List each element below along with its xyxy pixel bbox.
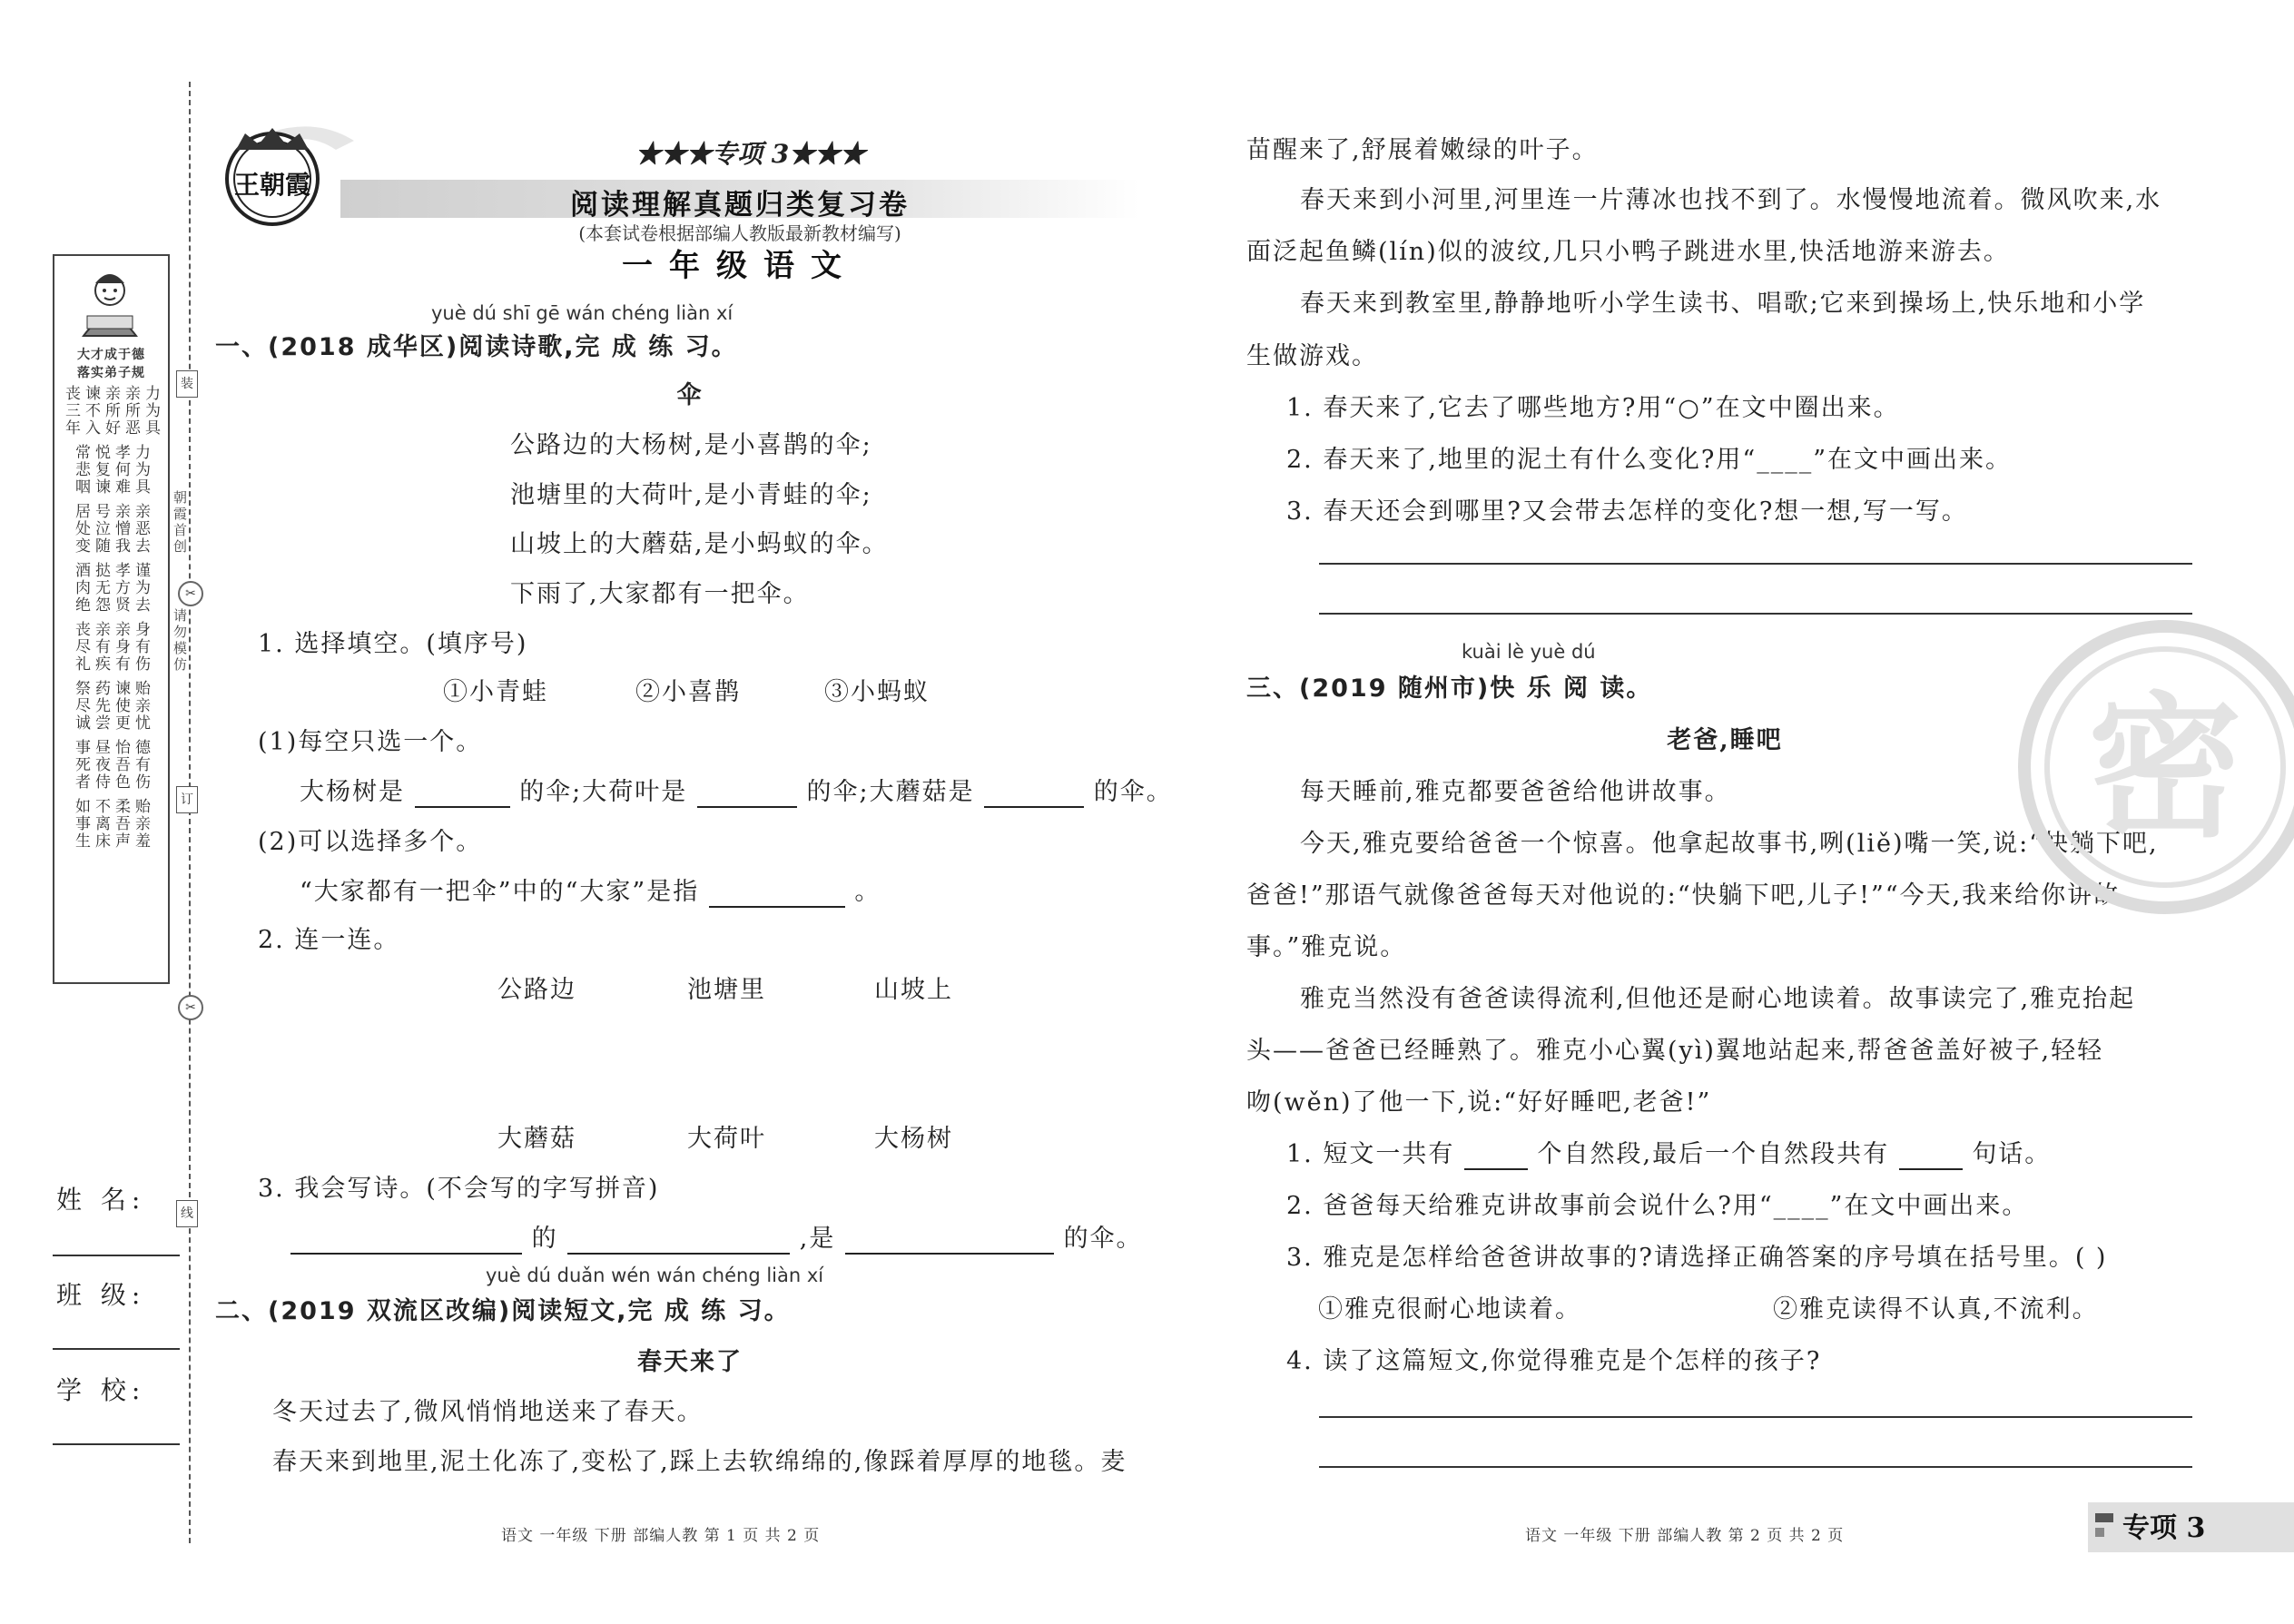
motto-column: 亲有疾	[92, 621, 110, 673]
sub-question-2: (2)可以选择多个。	[258, 828, 483, 856]
motto-column: 如事生	[72, 798, 90, 850]
section3-pinyin: kuài lè yuè dú	[1462, 641, 1596, 663]
motto-column: 居处变	[72, 503, 90, 555]
blank-field[interactable]	[1899, 1140, 1963, 1170]
match-bottom-item[interactable]: 大杨树	[874, 1125, 953, 1153]
motto-column: 谏不入	[82, 385, 100, 437]
vertical-note: 朝霞首创	[172, 490, 188, 556]
passage-paragraph: 生做游戏。	[1246, 342, 1378, 370]
answer-line[interactable]	[1319, 1416, 2192, 1418]
fill-text: “大家都有一把伞”中的“大家”是指	[300, 878, 700, 906]
motto-line: 落实弟子规	[77, 366, 145, 380]
motto-column: 亲所好	[102, 385, 120, 437]
match-bottom-item[interactable]: 大荷叶	[687, 1125, 766, 1153]
question-3: 3. 我会写诗。(不会写的字写拼音)	[258, 1175, 660, 1203]
footer-page-info: 语文 一年级 下册 部编人教 第 1 页 共 2 页	[501, 1527, 821, 1545]
corner-square-icon	[2095, 1513, 2113, 1522]
option-2: ②小喜鹊	[635, 678, 741, 706]
question-text: 1. 短文一共有	[1286, 1140, 1455, 1168]
question-text: 句话。	[1972, 1140, 2052, 1168]
passage-paragraph: 雅克当然没有爸爸读得流利,但他还是耐心地读着。故事读完了,雅克抬起	[1300, 985, 2136, 1013]
passage-paragraph: 爸爸!”那语气就像爸爸每天对他说的:“快躺下吧,儿子!”“今天,我来给你讲故	[1246, 881, 2121, 910]
passage-paragraph: 冬天过去了,微风悄悄地送来了春天。	[272, 1398, 704, 1426]
binding-box-1: 装	[176, 370, 198, 398]
scissor-icon: ✂	[178, 995, 203, 1020]
motto-column: 常悲咽	[72, 444, 90, 496]
passage-paragraph: 春天来到地里,泥土化冻了,变松了,踩上去软绵绵的,像踩着厚厚的地毯。麦	[272, 1448, 1127, 1476]
passage-paragraph: 事。”雅克说。	[1246, 933, 1407, 961]
watermark-text: 密	[2087, 679, 2243, 859]
motto-column: 柔吾声	[112, 798, 130, 850]
section1-heading: 一、(2018 成华区)阅读诗歌,完 成 练 习。	[215, 333, 738, 361]
question	[1286, 1134, 2051, 1170]
match-top-item[interactable]: 池塘里	[687, 976, 766, 1004]
binding-box-3: 线	[176, 1200, 198, 1227]
poem-write-line	[290, 1218, 1143, 1255]
motto-column: 力为具	[142, 385, 160, 437]
passage-paragraph: 春天来到小河里,河里连一片薄冰也找不到了。水慢慢地流着。微风吹来,水	[1300, 186, 2162, 214]
motto-panel	[53, 254, 170, 984]
question: 3. 春天还会到哪里?又会带去怎样的变化?想一想,写一写。	[1286, 497, 1968, 526]
blank-field[interactable]	[845, 1225, 1054, 1255]
blank-field[interactable]	[984, 778, 1084, 808]
motto-column: 丧尽礼	[72, 621, 90, 673]
blank-field[interactable]	[1464, 1140, 1528, 1170]
blank-field[interactable]	[290, 1225, 522, 1255]
section2-pinyin: yuè dú duǎn wén wán chéng liàn xí	[486, 1265, 824, 1286]
poem-line: 下雨了,大家都有一把伞。	[510, 580, 810, 608]
fill-line	[300, 871, 881, 908]
vertical-note: 请勿模仿	[172, 608, 188, 674]
blank-field[interactable]	[697, 778, 797, 808]
logo-text: 王朝霞	[233, 170, 311, 200]
poem-line: 池塘里的大荷叶,是小青蛙的伞;	[510, 481, 872, 509]
fill-text: 的伞;大荷叶是	[519, 778, 688, 806]
motto-block	[62, 680, 160, 732]
motto-block	[62, 385, 160, 437]
fill-text: 。	[854, 878, 881, 906]
fill-line	[300, 772, 1173, 808]
passage-title: 春天来了	[637, 1348, 743, 1376]
question: 4. 读了这篇短文,你觉得雅克是个怎样的孩子?	[1286, 1347, 1822, 1375]
passage-paragraph: 头——爸爸已经睡熟了。雅克小心翼(yì)翼地站起来,帮爸爸盖好被子,轻轻	[1246, 1037, 2104, 1065]
section2-heading: 二、(2019 双流区改编)阅读短文,完 成 练 习。	[215, 1297, 791, 1325]
motto-column: 药先尝	[92, 680, 110, 732]
motto-column: 酒肉绝	[72, 562, 90, 614]
class-field[interactable]	[53, 1348, 180, 1350]
fill-text: 的伞;大蘑菇是	[806, 778, 975, 806]
sub-question-1: (1)每空只选一个。	[258, 728, 483, 756]
passage-paragraph: 春天来到教室里,静静地听小学生读书、唱歌;它来到操场上,快乐地和小学	[1300, 290, 2146, 318]
motto-block	[62, 621, 160, 673]
motto-column: 亲恶去	[132, 503, 150, 555]
poem-line: 公路边的大杨树,是小喜鹊的伞;	[510, 431, 872, 459]
brand-logo	[218, 123, 354, 230]
school-label: 学 校:	[56, 1375, 146, 1405]
passage-paragraph: 每天睡前,雅克都要爸爸给他讲故事。	[1300, 778, 1731, 806]
binding-box-2: 订	[176, 786, 198, 813]
fill-text: 的伞。	[1063, 1225, 1143, 1253]
option-1: ①小青蛙	[443, 678, 548, 706]
motto-column: 事死者	[72, 739, 90, 791]
match-top-item[interactable]: 公路边	[497, 976, 576, 1004]
answer-line[interactable]	[1319, 613, 2192, 615]
passage-paragraph: 今天,雅克要给爸爸一个惊喜。他拿起故事书,咧(liě)嘴一笑,说:“快躺下吧,	[1300, 830, 2159, 858]
motto-column: 孝方贤	[112, 562, 130, 614]
binding-strip	[0, 0, 195, 1624]
page-title: 阅读理解真题归类复习卷	[570, 189, 910, 221]
motto-column: 悦复谏	[92, 444, 110, 496]
answer-line[interactable]	[1319, 1466, 2192, 1468]
grade-subject: 一年级语文	[622, 248, 858, 284]
option-3: ③小蚂蚁	[824, 678, 930, 706]
motto-column: 号泣随	[92, 503, 110, 555]
answer-option: ①雅克很耐心地读着。	[1318, 1295, 1581, 1324]
motto-column: 贻亲忧	[132, 680, 150, 732]
question-text: 个自然段,最后一个自然段共有	[1537, 1140, 1890, 1168]
question: 1. 春天来了,它去了哪些地方?用“○”在文中圈出来。	[1286, 394, 1900, 422]
motto-block	[62, 562, 160, 614]
passage-paragraph: 吻(wěn)了他一下,说:“好好睡吧,老爸!”	[1246, 1088, 1712, 1117]
motto-column: 贻亲羞	[132, 798, 150, 850]
motto-column: 不离床	[92, 798, 110, 850]
footer-page-info: 语文 一年级 下册 部编人教 第 2 页 共 2 页	[1525, 1527, 1845, 1545]
motto-block	[62, 739, 160, 791]
section1-pinyin: yuè dú shī gē wán chéng liàn xí	[431, 302, 733, 324]
scholar-avatar-icon	[73, 263, 147, 340]
motto-column: 昼夜侍	[92, 739, 110, 791]
poem-title: 伞	[676, 381, 704, 409]
corner-square-icon	[2095, 1528, 2104, 1537]
poem-line: 山坡上的大蘑菇,是小蚂蚁的伞。	[510, 530, 889, 558]
passage-title: 老爸,睡吧	[1667, 726, 1783, 754]
question: 2. 爸爸每天给雅克讲故事前会说什么?用“____”在文中画出来。	[1286, 1192, 2029, 1220]
question-1: 1. 选择填空。(填序号)	[258, 630, 528, 658]
fill-text: 的	[531, 1225, 558, 1253]
motto-column: 丧三年	[62, 385, 80, 437]
motto-column: 谏使更	[112, 680, 130, 732]
motto-column: 德有伤	[132, 739, 150, 791]
name-field[interactable]	[53, 1255, 180, 1256]
motto-block	[62, 798, 160, 850]
motto-line: 大才成于德	[77, 348, 145, 362]
motto-block	[62, 444, 160, 496]
passage-paragraph: 苗醒来了,舒展着嫩绿的叶子。	[1246, 136, 1599, 164]
scissor-icon: ✂	[178, 581, 203, 606]
confidential-stamp	[2015, 617, 2294, 917]
edition-note: (本套试卷根据部编人教版最新教材编写)	[578, 222, 901, 244]
series-label: ★★★专项 3★★★	[635, 139, 866, 169]
motto-grid	[62, 385, 160, 857]
motto-block	[62, 503, 160, 555]
answer-line[interactable]	[1319, 563, 2192, 565]
fill-text: 大杨树是	[300, 778, 405, 806]
motto-column: 身有伤	[132, 621, 150, 673]
motto-column: 力为具	[132, 444, 150, 496]
section3-heading: 三、(2019 随州市)快 乐 阅 读。	[1246, 674, 1653, 703]
class-label: 班 级:	[56, 1280, 146, 1310]
fill-text: 的伞。	[1093, 778, 1173, 806]
passage-paragraph: 面泛起鱼鳞(lín)似的波纹,几只小鸭子跳进水里,快活地游来游去。	[1246, 238, 2010, 266]
motto-column: 怡吾色	[112, 739, 130, 791]
match-bottom-item[interactable]: 大蘑菇	[497, 1125, 576, 1153]
corner-label: 专项 3	[2122, 1512, 2206, 1544]
question-2: 2. 连一连。	[258, 926, 400, 954]
motto-column: 挞无怨	[92, 562, 110, 614]
answer-option: ②雅克读得不认真,不流利。	[1773, 1295, 2099, 1324]
motto-column: 亲身有	[112, 621, 130, 673]
name-label: 姓 名:	[56, 1185, 146, 1215]
motto-column: 谨为去	[132, 562, 150, 614]
school-field[interactable]	[53, 1443, 180, 1445]
motto-column: 祭尽诚	[72, 680, 90, 732]
blank-field[interactable]	[709, 878, 845, 908]
question: 2. 春天来了,地里的泥土有什么变化?用“____”在文中画出来。	[1286, 446, 2013, 474]
motto-column: 亲所恶	[122, 385, 140, 437]
blank-field[interactable]	[415, 778, 510, 808]
blank-field[interactable]	[567, 1225, 790, 1255]
fill-text: ,是	[799, 1225, 836, 1253]
question: 3. 雅克是怎样给爸爸讲故事的?请选择正确答案的序号填在括号里。( )	[1286, 1244, 2108, 1272]
motto-column: 亲憎我	[112, 503, 130, 555]
match-top-item[interactable]: 山坡上	[874, 976, 953, 1004]
motto-column: 孝何难	[112, 444, 130, 496]
